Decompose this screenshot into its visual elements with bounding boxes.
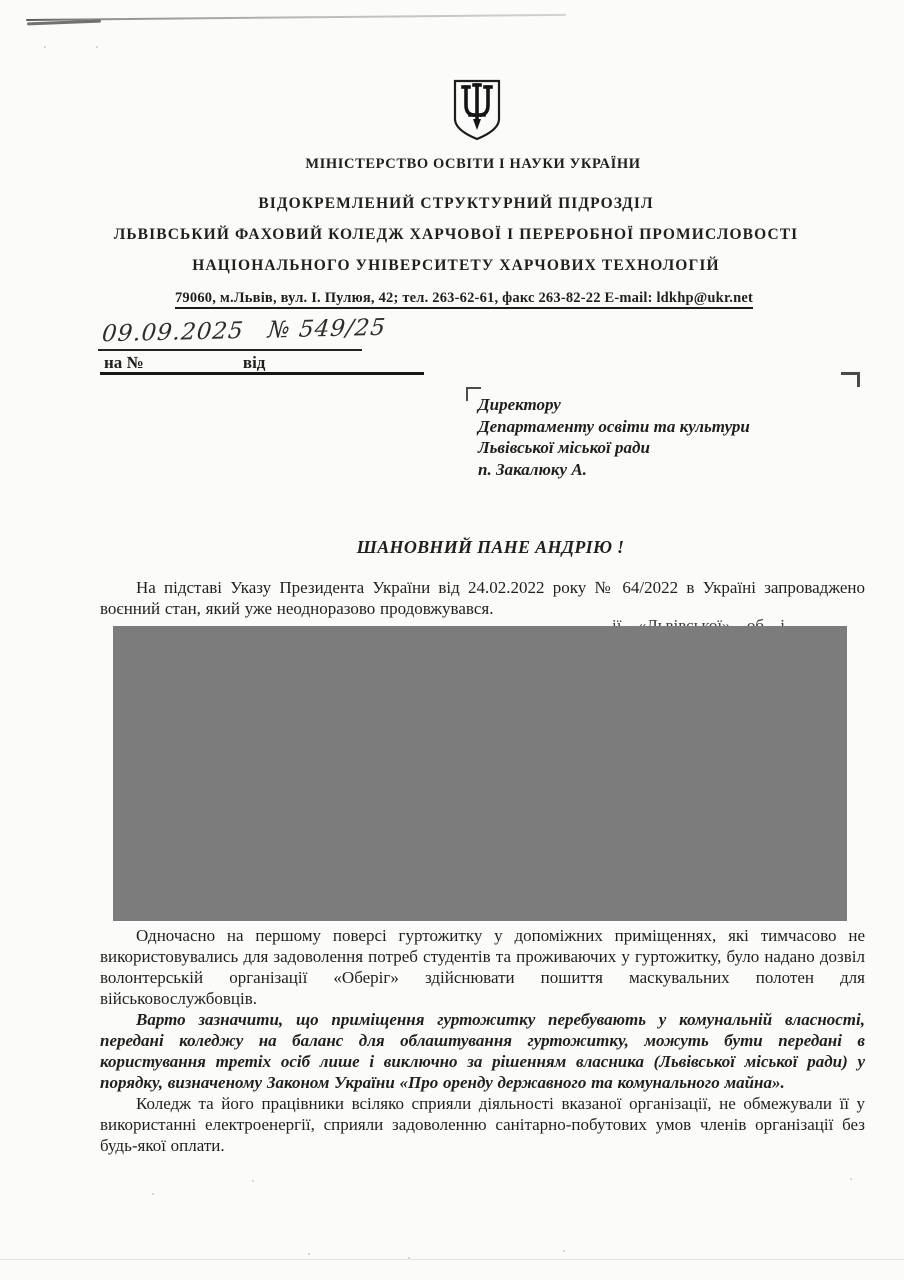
recipient-line: п. Закалюку А. [478, 459, 587, 479]
reply-number-label: на № [104, 353, 144, 372]
recipient-line: Львівської міської ради [478, 438, 650, 457]
handwritten-number: № 549/25 [266, 314, 388, 344]
scan-artifact-bottom-line [0, 1259, 904, 1260]
scan-speck [44, 46, 46, 48]
redaction-block [113, 626, 847, 921]
paragraph-2: Одночасно на першому поверсі гуртожитку у допоміжних приміщеннях, які тимчасово не використовувались для задоволення потреб студентів та проживаючих у гуртожитку, було надано дозвіл волонтерській організації «Оберіг» здійснювати пошиття маскувальних полотен для військовослужбовців. [100, 926, 865, 1008]
scan-speck [252, 1180, 254, 1182]
recipient-line: Департаменту освіти та культури [478, 416, 750, 436]
org-line-2: ЛЬВІВСЬКИЙ ФАХОВИЙ КОЛЕДЖ ХАРЧОВОЇ І ПЕРЕРОБНОЇ ПРОМИСЛОВОСТІ [113, 226, 799, 243]
ministry-title: МІНІСТЕРСТВО ОСВІТИ І НАУКИ УКРАЇНИ [305, 156, 641, 172]
reference-underline [98, 349, 362, 351]
reply-underline [100, 372, 424, 375]
scan-speck [563, 1250, 565, 1252]
recipient-block [478, 394, 750, 480]
scan-speck [96, 46, 98, 48]
org-line-3: НАЦІОНАЛЬНОГО УНІВЕРСИТЕТУ ХАРЧОВИХ ТЕХНОЛОГІЙ [192, 257, 720, 274]
scan-speck [308, 1253, 310, 1255]
contact-line [12, 290, 904, 307]
paragraph-3-emphasized: Варто зазначити, що приміщення гуртожитку перебувають у комунальній власності, передані коледжу на баланс для облаштування гуртожитку, можуть бути передані в користування третіх осіб лише і виключно за рішенням власника (Львівської міської ради) у порядку, визначеному Законом України «Про оренду державного та комунального майна». [100, 1010, 865, 1092]
salutation: ШАНОВНИЙ ПАНЕ АНДРІЮ ! [356, 537, 625, 557]
paragraph-4: Коледж та його працівники всіляко сприяли діяльності вказаної організації, не обмежували її у використанні електроенергії, сприяли задоволенню санітарно-побутових умов членів організації без будь-якої оплати. [100, 1094, 865, 1155]
scan-speck [152, 1193, 154, 1195]
org-line-1: ВІДОКРЕМЛЕНИЙ СТРУКТУРНИЙ ПІДРОЗДІЛ [258, 195, 654, 212]
contact-line-text: 79060, м.Львів, вул. І. Пулюя, 42; тел. 263-62-61, факс 263-82-22 E-mail: ldkhp@ukr.net [175, 290, 753, 309]
ukraine-trident-emblem-icon [451, 78, 503, 142]
handwritten-date: 09.09.2025 [100, 317, 246, 348]
address-corner-mark-right [841, 372, 860, 387]
reply-date-label: від [242, 353, 266, 372]
scan-artifact-line [26, 14, 566, 21]
paragraph-1: На підставі Указу Президента України від 24.02.2022 року № 64/2022 в Україні запроваджено воєнний стан, який уже неодноразово продовжувався. [100, 578, 865, 618]
scan-speck [850, 1178, 852, 1180]
handwritten-reference [101, 315, 388, 348]
letter-body [100, 536, 865, 1156]
recipient-line: Директору [478, 395, 561, 414]
reply-reference-row [104, 353, 265, 373]
